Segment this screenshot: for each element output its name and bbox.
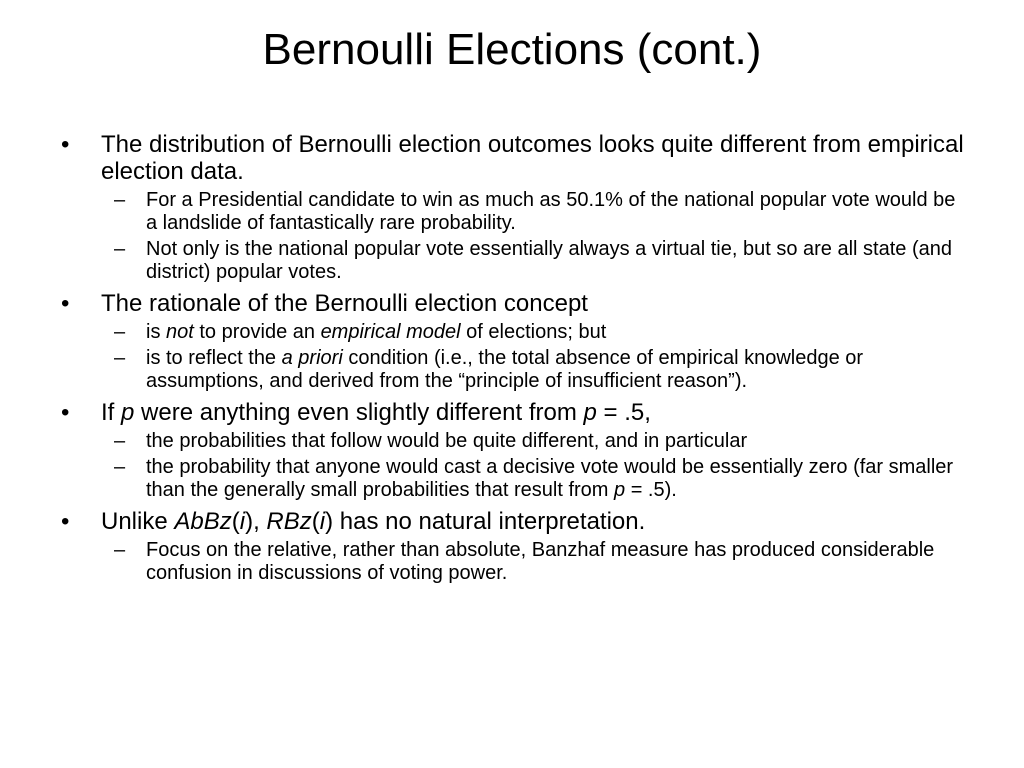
sub-bullet-mark: – [114,238,126,260]
sub-bullet-2-2-text: is to reflect the a priori condition (i.e., the total absence of empirical knowledge or assumptions, and derived from the “principle of insufficient reason”). [146,347,864,392]
sub-bullet-mark: – [114,539,126,561]
sub-bullet-3-2-text: the probability that anyone would cast a decisive vote would be essentially zero (far smaller than the generally small probabilities that result from p = .5). [146,456,954,501]
bullet-4 [0,508,1024,535]
bullet-1 [0,131,1024,185]
sub-bullet-mark: – [114,189,126,211]
sub-bullet-mark: – [114,430,126,452]
slide-title: Bernoulli Elections (cont.) [262,25,762,74]
sub-bullet-1-2 [0,238,1024,284]
sub-bullet-1-2-text: Not only is the national popular vote essentially always a virtual tie, but so are all state (and district) popular votes. [146,238,952,283]
bullet-mark: • [61,399,70,426]
sub-bullet-3-1-text: the probabilities that follow would be quite different, and in particular [146,430,748,452]
sub-bullet-1-1-text: For a Presidential candidate to win as much as 50.1% of the national popular vote would be a landslide of fantastically rare probability. [146,189,956,234]
sub-bullet-1-1 [0,189,1024,235]
bullet-2-text: The rationale of the Bernoulli election concept [101,290,588,317]
bullet-1-text: The distribution of Bernoulli election outcomes looks quite different from empirical election data. [101,131,964,185]
bullet-3-text: If p were anything even slightly different from p = .5, [101,399,651,426]
bullet-mark: • [61,508,70,535]
sub-bullet-mark: – [114,456,126,478]
slide-body [0,128,1024,585]
bullet-2 [0,290,1024,317]
bullet-mark: • [61,131,70,158]
sub-bullet-4-1 [0,539,1024,585]
sub-bullet-3-1 [0,430,1024,453]
sub-bullet-4-1-text: Focus on the relative, rather than absolute, Banzhaf measure has produced considerable confusion in discussions of voting power. [146,539,935,584]
sub-bullet-3-2 [0,456,1024,502]
bullet-4-text: Unlike AbBz(i), RBz(i) has no natural interpretation. [101,508,646,535]
sub-bullet-mark: – [114,321,126,343]
sub-bullet-2-1-text: is not to provide an empirical model of elections; but [146,321,607,343]
bullet-3 [0,399,1024,426]
sub-bullet-mark: – [114,347,126,369]
sub-bullet-2-2 [0,347,1024,393]
sub-bullet-2-1 [0,321,1024,344]
bullet-mark: • [61,290,70,317]
